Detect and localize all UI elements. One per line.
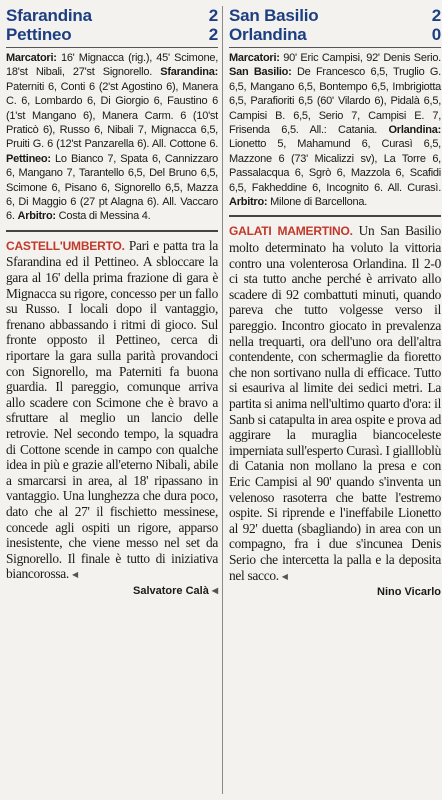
team-goals: 2 bbox=[208, 25, 218, 44]
article-left bbox=[6, 238, 218, 583]
team2-label: Orlandina: bbox=[388, 124, 442, 137]
end-mark-icon: ◀ bbox=[71, 570, 78, 580]
divider bbox=[6, 230, 218, 232]
team-goals: 2 bbox=[208, 6, 218, 25]
team1-label: Sfarandina: bbox=[160, 66, 218, 79]
column-divider bbox=[222, 6, 223, 794]
team2-label: Pettineo: bbox=[6, 152, 51, 165]
team-name: Orlandina bbox=[229, 25, 307, 44]
match-report-right bbox=[229, 6, 441, 598]
article-body: Un San Basilio molto determinato ha voluto la vittoria contro una volenterosa Orlandina. Il 2-0 ci sta tutto anche perché è arrivato allo scadere di 92 combattuti minuti, quando pareva che tutto volgesse verso il pareggio. Incontro giocato in prevalenza nella trequarti, ora dell'uno ora dell'altra contendente, con schermaglie da fioretto che non sortivano nulla di efficace. Tutto si esauriva al limite dei sedici metri. La partita si anima nell'ultimo quarto d'ora: il Sanb si catapulta in area ospite e prova ad aggirare la muraglia biancoceleste imperniata sull'esperto Curasì. I giallloblù di Catania non mollano la presa e con Eric Campisi al 90' quando s'inventa un velenoso rasoterra che batte l'estremo ospite. Si riprende e l'ineffabile Lionetto al 92' duetta (sbagliando) in area con un compagno, fra i due s'incunea Denis Serio che intercetta la palla e la deposita nel sacco. bbox=[229, 223, 442, 583]
marcatori-text: 16' Mignacca (rig.), 45' Scimone, 18'st Nibali, 27'st Signorello. bbox=[6, 52, 218, 79]
scoreboard-left bbox=[6, 6, 218, 44]
article-kicker: GALATI MAMERTINO. bbox=[229, 224, 353, 239]
arbitro-label: Arbitro: bbox=[17, 210, 56, 223]
marcatori-text: 90' Eric Campisi, 92' Denis Serio. bbox=[279, 52, 441, 64]
match-report-left bbox=[6, 6, 218, 597]
team1-lineup: De Francesco 6,5, Truglio G. 6,5, Mangano 6,5, Bontempo 6,5, Imbrigiotta 6,5, Parafioriti 6,5 (60' Vilardo 6), Pidalà 6,5, Campisi B. 6,5, Serio 7, Campisi E. 7, Frisenda 6,5. All.: Catania. bbox=[229, 66, 441, 137]
arbitro-text: Costa di Messina 4. bbox=[55, 210, 151, 223]
arbitro-text: Milone di Barcellona. bbox=[267, 196, 367, 209]
scoreboard-right bbox=[229, 6, 441, 44]
team2-lineup: Lionetto 5, Mahamund 6, Curasì 6,5, Mazzone 6 (73' Micalizzi sv), La Torre 6, Passalacqua 6, Sgrò 6, Mazzola 6, Scafidi 6,5, Fakheddine 6, Incognito 6. All. Curasì. bbox=[229, 138, 441, 194]
byline-right bbox=[229, 586, 441, 598]
marcatori-label: Marcatori: bbox=[229, 52, 280, 64]
team-name: Sfarandina bbox=[6, 6, 92, 25]
match-summary-left bbox=[6, 51, 218, 224]
score-row bbox=[229, 25, 441, 44]
end-mark-icon: ◀ bbox=[281, 571, 288, 581]
match-summary-right bbox=[229, 51, 441, 209]
article-author: Nino Vicarlo bbox=[377, 586, 441, 599]
score-row bbox=[6, 6, 218, 25]
score-row bbox=[6, 25, 218, 44]
arbitro-label: Arbitro: bbox=[229, 196, 268, 209]
article-right bbox=[229, 223, 441, 584]
divider bbox=[229, 215, 441, 217]
divider bbox=[229, 47, 441, 48]
divider bbox=[6, 47, 218, 48]
byline-left bbox=[6, 585, 218, 597]
article-body: Pari e patta tra la Sfarandina ed il Pettineo. A sbloccare la gara al 16' della prima frazione di gara è Mignacca su rigore, concesso per un fallo su Russo. I locali dopo il vantaggio, frenano abbassando i ritmi di gioco. Sul fronte opposto il Pettineo, cerca di riportare la gara sulla parità provandoci con Signorello, ma Paterniti fa buona guardia. Il pareggio, comunque arriva allo scadere con Scimone che è bravo a sfruttare al meglio un lancio delle retrovie. Nel secondo tempo, la squadra di Cottone scende in campo con qualche idea in più e grazie all'eterno Nibali, abile a smarcarsi in area, al 18' ripassano in vantaggio. Una lunghezza che dura poco, dato che al 27' il fischietto messinese, concede agli ospiti un rigore, apparso inesistente, che viene messo nel set da Signorello. Il finale è tutto di iniziativa biancorossa. bbox=[6, 237, 218, 582]
end-mark-icon: ◀ bbox=[211, 585, 218, 595]
marcatori-label: Marcatori: bbox=[6, 52, 57, 64]
team-name: Pettineo bbox=[6, 25, 72, 44]
team2-lineup: Lo Bianco 7, Spata 6, Cannizzaro 6, Mangano 7, Tarantello 6,5, Del Bruno 6,5, Scimone 6, Pisano 6, Signorello 6,5, Mazza 6, Di Maggio 6 (27 pt Alagna 6). All. Vaccaro 6. bbox=[6, 152, 218, 223]
score-row bbox=[229, 6, 441, 25]
team1-lineup: Paterniti 6, Conti 6 (2'st Agostino 6), Manera C. 6, Lombardo 6, Di Giorgio 6, Faustino 6 (1'st Mangano 6), Manera Carm. 6 (10'st Praticò 6), Russo 6, Nibali 7, Mignacca 6,5, Pruiti G. 6 (12'st Panzarella 6). All. Cottone 6. bbox=[6, 80, 218, 151]
article-kicker: CASTELL'UMBERTO. bbox=[6, 238, 125, 253]
article-author: Salvatore Calà bbox=[133, 584, 209, 597]
team-goals: 0 bbox=[431, 25, 441, 44]
team1-label: San Basilio: bbox=[229, 66, 292, 79]
team-name: San Basilio bbox=[229, 6, 319, 25]
team-goals: 2 bbox=[431, 6, 441, 25]
